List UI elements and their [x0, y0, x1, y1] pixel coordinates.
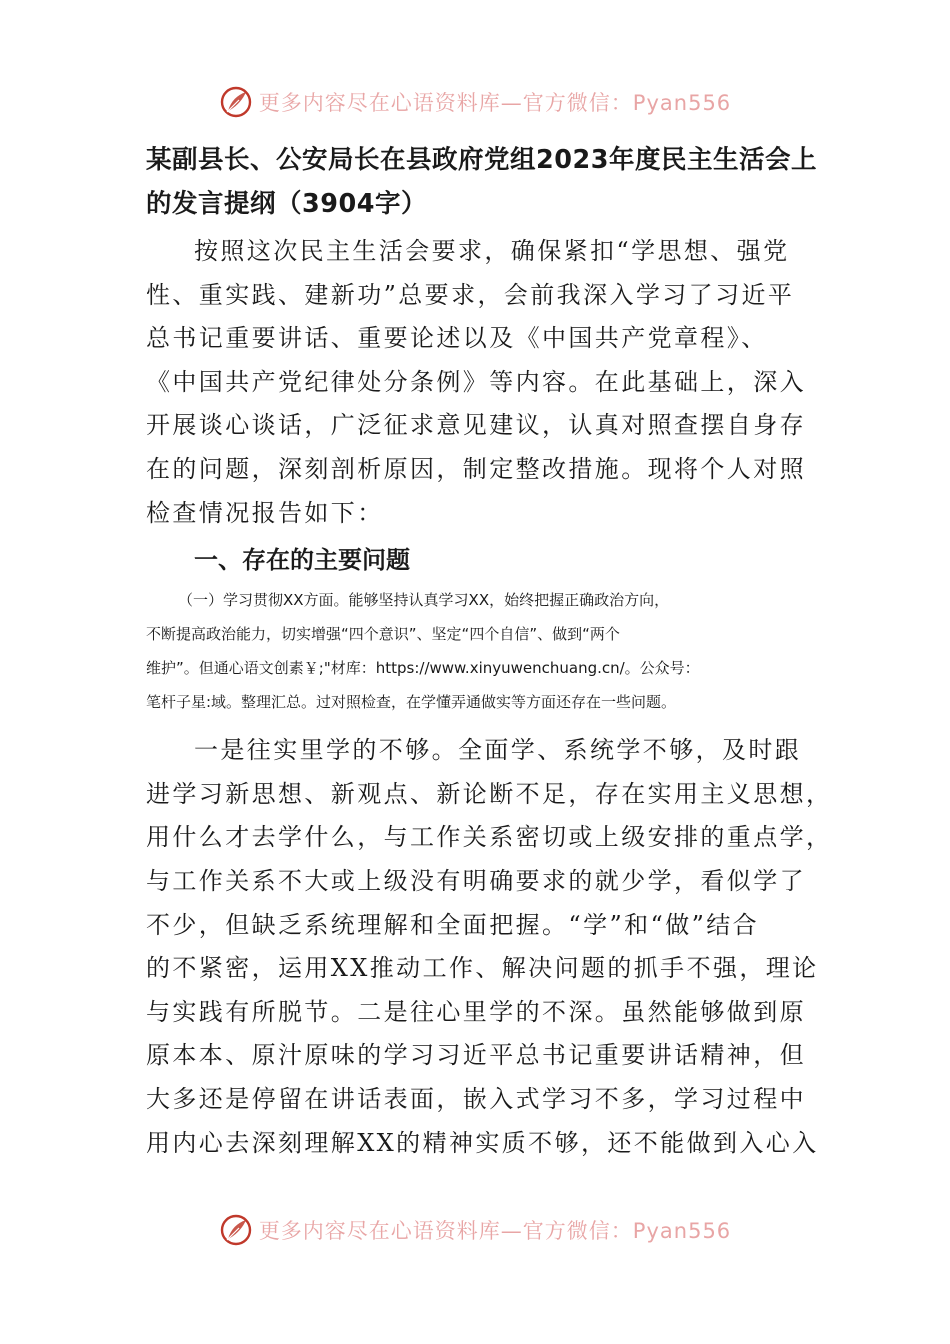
feather-pen-logo-icon	[219, 1213, 253, 1247]
text-line: 不少，但缺乏系统理解和全面把握。“学”和“做”结合	[146, 910, 760, 939]
text-line: 用什么才去学什么，与工作关系密切或上级安排的重点学，	[146, 823, 833, 852]
text-line: 不断提高政治能力，切实增强“四个意识”、坚定“四个自信”、做到“两个	[146, 625, 620, 644]
feather-pen-logo-icon	[219, 85, 253, 119]
text-line: 总书记重要讲话、重要论述以及《中国共产党章程》、	[146, 324, 768, 353]
intro-paragraph	[146, 230, 806, 535]
text-line: 大多还是停留在讲话表面，嵌入式学习不多，学习过程中	[146, 1084, 806, 1113]
header-banner	[0, 82, 950, 122]
text-line: （一）学习贯彻XX方面。能够坚持认真学习XX，始终把握正确政治方向，	[178, 591, 670, 610]
title-line: 的发言提纲（3904字）	[146, 189, 427, 219]
title-line: 某副县长、公安局长在县政府党组2023年度民主生活会上	[146, 145, 817, 175]
text-line: 维护”。但通心语文创素￥;"材库：https://www.xinyuwenchuang.cn/。公众号：	[146, 659, 700, 678]
text-line: 与工作关系不大或上级没有明确要求的就少学，看似学了	[146, 866, 806, 895]
text-line: 《中国共产党纪律处分条例》等内容。在此基础上，深入	[146, 367, 806, 396]
banner-text: 更多内容尽在心语资料库—官方微信：Pyan556	[258, 1219, 732, 1243]
text-line: 性、重实践、建新功”总要求，会前我深入学习了习近平	[146, 280, 795, 309]
text-line: 原本本、原汁原味的学习习近平总书记重要讲话精神，但	[146, 1041, 806, 1070]
banner-text: 更多内容尽在心语资料库—官方微信：Pyan556	[258, 91, 732, 115]
text-line: 进学习新思想、新观点、新论断不足，存在实用主义思想，	[146, 779, 833, 808]
text-line: 与实践有所脱节。二是往心里学的不深。虽然能够做到原	[146, 997, 806, 1026]
document-body	[146, 138, 833, 1165]
text-line: 用内心去深刻理解XX的精神实质不够，还不能做到入心入	[146, 1128, 819, 1157]
text-line: 检查情况报告如下：	[146, 498, 384, 527]
text-line: 开展谈心谈话，广泛征求意见建议，认真对照查摆自身存	[146, 411, 806, 440]
text-line: 的不紧密，运用XX推动工作、解决问题的抓手不强，理论	[146, 954, 819, 983]
footer-banner	[0, 1210, 950, 1250]
text-line: 按照这次民主生活会要求，确保紧扣“学思想、强党	[194, 237, 790, 265]
body-paragraph	[146, 729, 833, 1165]
document-title	[146, 138, 817, 226]
text-line: 在的问题，深刻剖析原因，制定整改措施。现将个人对照	[146, 454, 806, 483]
text-line: 笔杆子星:域。整理汇总。过对照检查，在学懂弄通做实等方面还存在一些问题。	[146, 693, 677, 712]
text-line: 一是往实里学的不够。全面学、系统学不够，及时跟	[194, 736, 802, 765]
subsection-paragraph	[146, 583, 806, 719]
section-heading: 一、存在的主要问题	[194, 546, 410, 575]
